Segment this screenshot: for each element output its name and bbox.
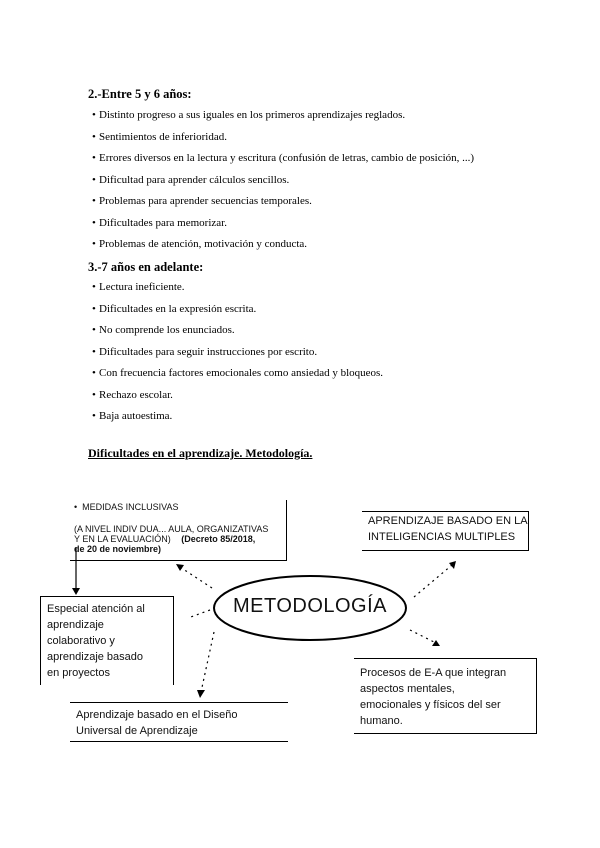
- list-item: • Con frecuencia factores emocionales como ansiedad y bloqueos.: [92, 367, 384, 379]
- arrowhead-to-medidas: [176, 564, 184, 571]
- bullet: •: [74, 502, 78, 512]
- dotted-to-inteligencias: [414, 565, 452, 597]
- dotted-to-universal: [201, 632, 214, 692]
- metodologia-label: METODOLOGÍA: [232, 595, 388, 617]
- inteligencias-line-1: APRENDIZAJE BASADO EN LA: [368, 515, 528, 527]
- procesos-line-3: emocionales y físicos del ser: [360, 699, 501, 711]
- medidas-title: MEDIDAS INCLUSIVAS: [82, 502, 179, 512]
- universal-line-2: Universal de Aprendizaje: [76, 725, 198, 737]
- medidas-line-3: de 20 de noviembre): [74, 544, 162, 554]
- procesos-line-4: humano.: [360, 715, 403, 727]
- especial-line-2: aprendizaje: [47, 619, 104, 631]
- especial-line-3: colaborativo y: [47, 635, 115, 647]
- list-item: • Errores diversos en la lectura y escritura (confusión de letras, cambio de posición, ...): [92, 152, 475, 164]
- especial-line-4: aprendizaje basado: [47, 651, 144, 663]
- section-title: Dificultades en el aprendizaje. Metodología.: [88, 446, 313, 460]
- inteligencias-line-2: INTELIGENCIAS MULTIPLES: [368, 531, 516, 543]
- especial-line-1: Especial atención al: [47, 603, 145, 615]
- list-item: • Baja autoestima.: [92, 410, 173, 422]
- dotted-to-procesos: [410, 630, 436, 643]
- list-item: • Dificultades para seguir instrucciones por escrito.: [92, 345, 318, 358]
- medidas-inclusivas-box: [70, 500, 287, 561]
- list-item: • Distinto progreso a sus iguales en los primeros aprendizajes reglados.: [92, 109, 406, 121]
- arrowhead-to-universal: [197, 690, 205, 698]
- procesos-ea-box: [354, 658, 537, 734]
- list-item: • No comprende los enunciados.: [92, 324, 235, 336]
- list-item: • Problemas de atención, motivación y conducta.: [92, 238, 308, 250]
- medidas-line-1: (A NIVEL INDIV DUA... AULA, ORGANIZATIVAS: [74, 524, 269, 534]
- diseno-universal-box: [70, 702, 288, 742]
- list-item: • Sentimientos de inferioridad.: [92, 130, 227, 143]
- medidas-decree: (Decreto 85/2018,: [181, 534, 256, 544]
- procesos-line-2: aspectos mentales,: [360, 683, 455, 695]
- list-item: • Dificultades en la expresión escrita.: [92, 302, 257, 315]
- section-3-heading: 3.-7 años en adelante:: [88, 260, 204, 274]
- list-item: • Problemas para aprender secuencias temporales.: [92, 195, 312, 207]
- list-item: • Dificultades para memorizar.: [92, 216, 227, 229]
- list-item: • Dificultad para aprender cálculos sencillos.: [92, 173, 290, 186]
- arrowhead-medidas-especial: [72, 588, 80, 595]
- list-item: • Rechazo escolar.: [92, 388, 173, 401]
- especial-line-5: en proyectos: [47, 667, 110, 679]
- universal-line-1: Aprendizaje basado en el Diseño: [76, 709, 238, 721]
- medidas-line-2a: Y EN LA EVALUACIÓN): [74, 534, 171, 544]
- arrowhead-to-procesos: [432, 640, 440, 646]
- arrowhead-to-inteligencias: [449, 561, 456, 569]
- dotted-to-medidas: [180, 567, 212, 588]
- procesos-line-1: Procesos de E-A que integran: [360, 667, 507, 679]
- section-2-heading: 2.-Entre 5 y 6 años:: [88, 87, 192, 101]
- dotted-to-especial: [188, 610, 210, 618]
- especial-atencion-box: [40, 596, 174, 685]
- list-item: • Lectura ineficiente.: [92, 281, 185, 293]
- inteligencias-multiples-box: [362, 511, 529, 551]
